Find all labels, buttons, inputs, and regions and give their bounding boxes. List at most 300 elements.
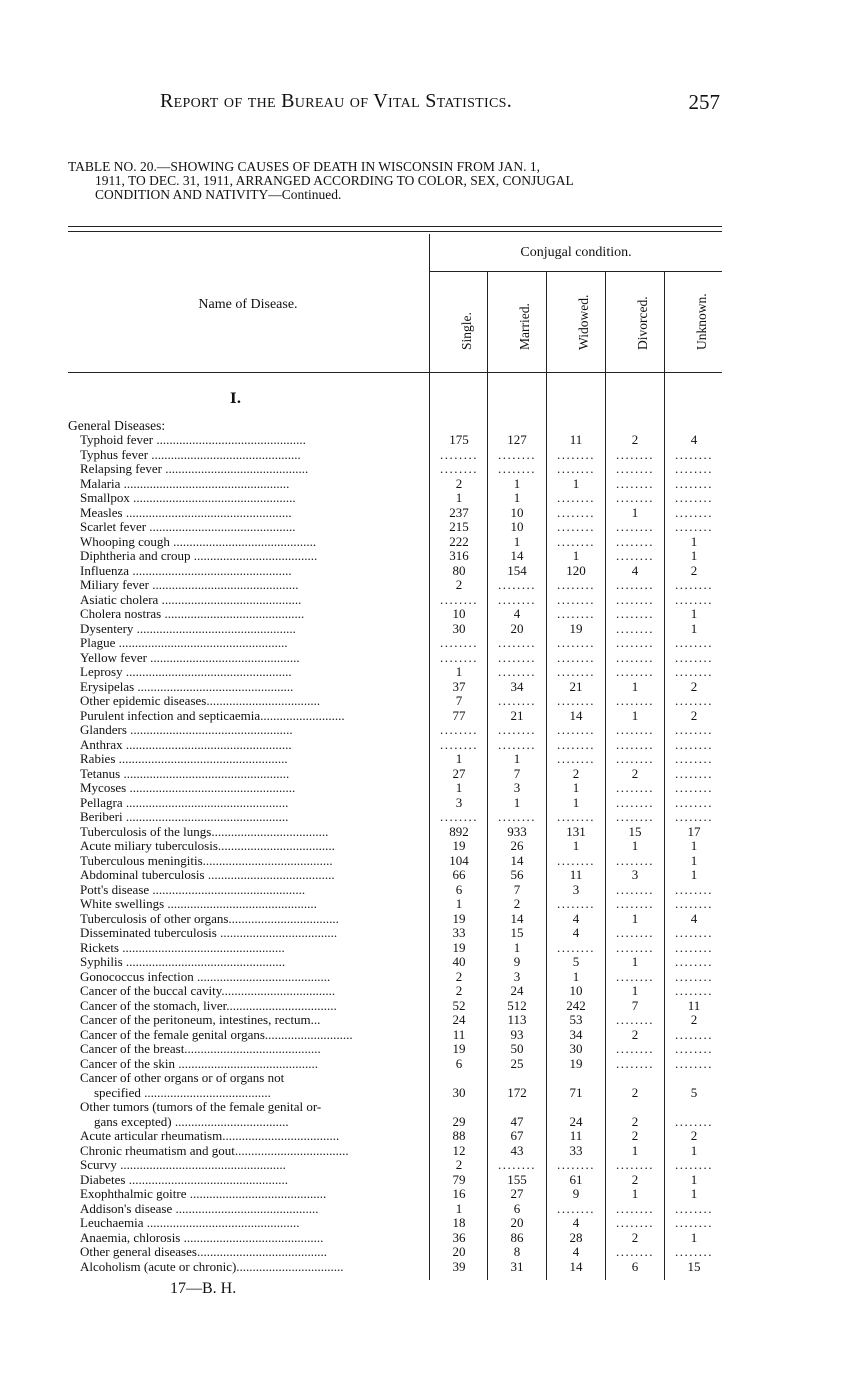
cell-unknown: 1 (690, 606, 698, 621)
disease-name: Leuchaemia ............................................... (80, 1216, 300, 1230)
cell-unknown: ........ (675, 635, 713, 650)
cell-unknown: 1 (690, 838, 698, 853)
caption-line-1: TABLE NO. 20.—SHOWING CAUSES OF DEATH IN WISCONSIN FROM JAN. 1, (68, 159, 540, 174)
group-header-rule (430, 271, 722, 272)
cell-divorced: 1 (631, 707, 639, 723)
cell-divorced: ........ (616, 606, 654, 621)
cell-single: 77 (452, 707, 466, 723)
cell-widowed: 2 (572, 765, 580, 781)
cell-divorced: ........ (616, 533, 654, 549)
cell-unknown: ........ (675, 983, 713, 998)
table-row (0, 607, 867, 622)
cell-divorced: ........ (616, 591, 654, 607)
caption-line-2: 1911, TO DEC. 31, 1911, ARRANGED ACCORDING TO COLOR, SEX, CONJUGAL (95, 173, 574, 188)
table-row (0, 970, 867, 985)
cell-widowed: 3 (572, 881, 580, 897)
cell-widowed: 30 (569, 1041, 583, 1056)
cell-widowed: 4 (572, 925, 580, 940)
page-number: 257 (688, 90, 720, 114)
table-row (0, 520, 867, 535)
table-row (0, 1202, 867, 1217)
disease-name: Cholera nostras ........................................... (80, 607, 305, 621)
cell-widowed: 33 (569, 1142, 583, 1158)
disease-name: Relapsing fever ............................................ (80, 462, 309, 476)
cell-divorced: 2 (631, 432, 639, 447)
disease-name: White swellings .............................................. (80, 897, 317, 911)
cell-divorced: 1 (631, 838, 639, 853)
cell-unknown: 2 (690, 678, 698, 694)
table-row (0, 897, 867, 912)
disease-name: Diphtheria and croup ...................................... (80, 549, 318, 563)
cell-widowed: ........ (557, 504, 595, 520)
cell-married: ........ (498, 1157, 536, 1172)
cell-unknown: ........ (675, 1055, 713, 1071)
cell-divorced: 2 (631, 1026, 639, 1042)
running-title: Report of the Bureau of Vital Statistics. (160, 90, 512, 112)
cell-widowed: ........ (557, 446, 595, 462)
cell-married: 26 (510, 838, 524, 853)
cell-divorced: ........ (616, 722, 654, 737)
cell-single: 37 (452, 678, 466, 694)
cell-single: 30 (452, 1084, 466, 1100)
cell-married: 113 (507, 1012, 527, 1027)
cell-widowed: 4 (572, 1215, 580, 1230)
cell-married: 10 (510, 519, 524, 534)
disease-name: Scarlet fever ............................................. (80, 520, 296, 534)
disease-name: Tuberculosis of other organs.................................. (80, 911, 339, 926)
cell-divorced: ........ (616, 896, 654, 911)
cell-widowed: ........ (557, 664, 595, 679)
cell-divorced: 1 (631, 983, 639, 998)
disease-name: Diabetes ................................................. (80, 1172, 288, 1187)
cell-divorced: ........ (616, 649, 654, 665)
cell-unknown: ........ (675, 780, 713, 795)
disease-name: Other general diseases........................................ (80, 1245, 327, 1259)
cell-widowed: ........ (557, 635, 595, 650)
cell-unknown: 1 (690, 1229, 698, 1245)
cell-unknown: ........ (675, 461, 713, 476)
cell-married: 3 (513, 968, 521, 984)
cell-divorced: ........ (616, 1055, 654, 1071)
disease-name: Plague .................................................... (80, 636, 288, 650)
disease-name: Cancer of the peritoneum, intestines, rectum... (80, 1013, 321, 1027)
cell-divorced: ........ (616, 809, 654, 824)
cell-single: 80 (452, 562, 466, 578)
cell-unknown: ........ (675, 1113, 713, 1129)
table-row (0, 564, 867, 579)
cell-single: 1 (455, 490, 463, 505)
column-header-married: Married. (517, 303, 532, 350)
disease-name: Leprosy ................................................... (80, 665, 292, 679)
disease-name: Gonococcus infection ......................................... (80, 969, 331, 984)
cell-single: 39 (452, 1258, 466, 1274)
cell-unknown: 4 (690, 910, 698, 926)
table-row (0, 506, 867, 521)
table-row (0, 738, 867, 753)
cell-divorced: ........ (616, 1215, 654, 1230)
cell-unknown: ........ (675, 693, 713, 708)
cell-widowed: 10 (569, 983, 583, 998)
disease-name: Rabies .................................................... (80, 752, 288, 766)
cell-single: 20 (452, 1244, 466, 1259)
disease-name (80, 1100, 428, 1129)
cell-married: 933 (507, 823, 527, 839)
cell-widowed: ........ (557, 519, 595, 534)
cell-widowed: 4 (572, 910, 580, 926)
cell-widowed: 71 (569, 1084, 583, 1100)
cell-widowed: ........ (557, 751, 595, 766)
header-bottom-rule (68, 372, 722, 373)
cell-widowed: 14 (569, 707, 583, 723)
cell-single: ........ (440, 635, 478, 650)
disease-name-line-2: specified ....................................... (94, 1084, 271, 1100)
table-row (0, 462, 867, 477)
cell-single: 316 (449, 548, 469, 563)
disease-name: Influenza ................................................. (80, 563, 292, 578)
cell-single: 1 (455, 780, 463, 795)
cell-widowed: 120 (566, 562, 586, 578)
cell-single: 27 (452, 765, 466, 781)
cell-single: 79 (452, 1171, 466, 1187)
cell-unknown: ........ (675, 1215, 713, 1230)
cell-married: 2 (513, 896, 521, 911)
cell-unknown: 4 (690, 432, 698, 447)
table-body (0, 433, 867, 1274)
cell-widowed: 34 (569, 1026, 583, 1042)
cell-divorced: 1 (631, 1142, 639, 1158)
cell-single: 16 (452, 1186, 466, 1201)
disease-name: Tuberculosis of the lungs.................................... (80, 824, 329, 839)
cell-single: 88 (452, 1128, 466, 1143)
cell-unknown: 1 (690, 1171, 698, 1187)
disease-name: Malaria ................................................... (80, 476, 290, 491)
disease-name: Exophthalmic goitre .......................................... (80, 1187, 327, 1201)
cell-divorced: 1 (631, 1186, 639, 1201)
cell-single: 2 (455, 475, 463, 491)
cell-divorced: ........ (616, 925, 654, 940)
cell-single: ........ (440, 809, 478, 824)
cell-married: 1 (513, 939, 521, 955)
cell-widowed: 1 (572, 794, 580, 810)
cell-unknown: 1 (690, 867, 698, 882)
cell-married: 21 (510, 707, 524, 723)
disease-name: Pellagra .................................................. (80, 795, 289, 810)
table-row (0, 1042, 867, 1057)
disease-name: Mycoses ................................................... (80, 781, 296, 795)
cell-divorced: ........ (616, 490, 654, 505)
column-header-widowed: Widowed. (576, 294, 591, 350)
disease-name: Cancer of the buccal cavity................................... (80, 984, 336, 998)
cell-divorced: ........ (616, 794, 654, 810)
cell-divorced: 2 (631, 1229, 639, 1245)
cell-married: ........ (498, 577, 536, 592)
conjugal-group-header: Conjugal condition. (520, 245, 632, 260)
cell-divorced: ........ (616, 548, 654, 563)
cell-divorced: 2 (631, 1171, 639, 1187)
cell-unknown: ........ (675, 736, 713, 752)
disease-name: Cancer of the stomach, liver.................................. (80, 998, 337, 1013)
cell-divorced: ........ (616, 461, 654, 476)
cell-divorced: 2 (631, 1084, 639, 1100)
table-row (0, 810, 867, 825)
table-row (0, 1260, 867, 1275)
table-row (0, 651, 867, 666)
cell-divorced: ........ (616, 1244, 654, 1259)
table-row (0, 1231, 867, 1246)
cell-single: ........ (440, 736, 478, 752)
table-row (0, 796, 867, 811)
cell-married: 127 (507, 432, 527, 447)
table-row (0, 955, 867, 970)
cell-divorced: ........ (616, 620, 654, 636)
disease-name: Pott's disease ............................................... (80, 882, 306, 897)
cell-single: 237 (449, 504, 469, 520)
cell-single: 2 (455, 577, 463, 592)
cell-divorced: 1 (631, 678, 639, 694)
disease-name: Yellow fever .............................................. (80, 650, 300, 665)
cell-single: 11 (452, 1026, 466, 1042)
disease-name: Miliary fever ............................................. (80, 578, 299, 592)
cell-widowed: 242 (566, 997, 586, 1013)
cell-unknown: 11 (687, 997, 701, 1013)
cell-unknown: 2 (690, 707, 698, 723)
cell-married: ........ (498, 461, 536, 476)
cell-divorced: 7 (631, 997, 639, 1013)
table-row (0, 941, 867, 956)
table-row (0, 1173, 867, 1188)
table-row (0, 491, 867, 506)
cell-unknown: 1 (690, 548, 698, 563)
disease-name: Anthrax ................................................... (80, 737, 292, 752)
table-row (0, 709, 867, 724)
cell-widowed: ........ (557, 533, 595, 549)
table-row (0, 854, 867, 869)
table-row (0, 1100, 867, 1129)
disease-name: Tuberculous meningitis........................................ (80, 853, 333, 868)
cell-unknown: 15 (687, 1258, 701, 1274)
cell-divorced: ........ (616, 780, 654, 795)
disease-name: Alcoholism (acute or chronic)................................. (80, 1259, 344, 1274)
disease-name-line-2: gans excepted) ................................... (94, 1113, 289, 1129)
cell-single: 40 (452, 954, 466, 969)
table-row (0, 1013, 867, 1028)
table-row (0, 825, 867, 840)
table-row (0, 448, 867, 463)
footer-signature: 17—B. H. (170, 1280, 237, 1297)
cell-unknown: ........ (675, 577, 713, 592)
cell-unknown: ........ (675, 475, 713, 491)
cell-married: 67 (510, 1128, 524, 1143)
disease-name: Acute articular rheumatism.................................... (80, 1129, 340, 1143)
cell-unknown: ........ (675, 1244, 713, 1259)
table-row (0, 1071, 867, 1100)
cell-married: 93 (510, 1026, 524, 1042)
cell-divorced: ........ (616, 664, 654, 679)
cell-single: 52 (452, 997, 466, 1013)
cell-divorced: ........ (616, 577, 654, 592)
cell-single: 6 (455, 881, 463, 897)
disease-name: Cancer of the female genital organs........................... (80, 1027, 353, 1042)
cell-unknown: ........ (675, 1157, 713, 1172)
cell-divorced: 1 (631, 910, 639, 926)
cell-widowed: ........ (557, 939, 595, 955)
cell-divorced: ........ (616, 446, 654, 462)
cell-married: 43 (510, 1142, 524, 1158)
disease-name: Whooping cough ............................................ (80, 534, 317, 549)
cell-married: ........ (498, 649, 536, 665)
cell-married: ........ (498, 722, 536, 737)
cell-single: ........ (440, 649, 478, 665)
table-row (0, 694, 867, 709)
cell-married: 512 (507, 997, 527, 1013)
cell-married: 3 (513, 780, 521, 795)
cell-unknown: ........ (675, 939, 713, 955)
cell-divorced: 2 (631, 1113, 639, 1129)
disease-name: Tetanus ................................................... (80, 766, 290, 781)
table-row (0, 477, 867, 492)
cell-single: 2 (455, 983, 463, 998)
cell-unknown: ........ (675, 794, 713, 810)
table-row (0, 578, 867, 593)
table-row (0, 1129, 867, 1144)
cell-widowed: ........ (557, 649, 595, 665)
cell-single: 36 (452, 1229, 466, 1245)
cell-unknown: 2 (690, 1012, 698, 1027)
cell-single: 2 (455, 1157, 463, 1172)
cell-divorced: 4 (631, 562, 639, 578)
disease-name: Typhus fever .............................................. (80, 447, 301, 462)
cell-single: 12 (452, 1142, 466, 1158)
cell-single: 3 (455, 794, 463, 810)
cell-single: 222 (449, 533, 469, 549)
table-row (0, 999, 867, 1014)
table-row (0, 767, 867, 782)
table-row (0, 1187, 867, 1202)
cell-unknown: ........ (675, 591, 713, 607)
disease-name: Cancer of the skin ........................................... (80, 1056, 318, 1071)
cell-divorced: 2 (631, 765, 639, 781)
cell-married: 25 (510, 1055, 524, 1071)
table-row (0, 665, 867, 680)
disease-name: Glanders .................................................. (80, 723, 293, 737)
cell-married: 1 (513, 475, 521, 491)
disease-name: Acute miliary tuberculosis.................................... (80, 839, 335, 853)
disease-name: Erysipelas ................................................ (80, 679, 294, 694)
disease-name: Other epidemic diseases................................... (80, 694, 321, 708)
cell-widowed: 11 (569, 432, 583, 447)
column-header-divorced: Divorced. (635, 296, 650, 350)
cell-single: 10 (452, 606, 466, 621)
table-row (0, 912, 867, 927)
cell-widowed: ........ (557, 809, 595, 824)
cell-married: 20 (510, 620, 524, 636)
cell-married: 34 (510, 678, 524, 694)
cell-single: 33 (452, 925, 466, 940)
cell-married: 1 (513, 533, 521, 549)
cell-unknown: ........ (675, 519, 713, 534)
cell-unknown: 1 (690, 1142, 698, 1158)
cell-single: ........ (440, 591, 478, 607)
cell-single: ........ (440, 446, 478, 462)
cell-widowed: 19 (569, 1055, 583, 1071)
cell-married: 20 (510, 1215, 524, 1230)
cell-single: 24 (452, 1012, 466, 1027)
cell-married: 86 (510, 1229, 524, 1245)
cell-married: 14 (510, 548, 524, 563)
cell-divorced: ........ (616, 751, 654, 766)
cell-widowed: 24 (569, 1113, 583, 1129)
disease-name: Abdominal tuberculosis ....................................... (80, 868, 335, 882)
cell-married: 8 (513, 1244, 521, 1259)
cell-single: 18 (452, 1215, 466, 1230)
cell-widowed: ........ (557, 896, 595, 911)
cell-single: 2 (455, 968, 463, 984)
disease-name: Anaemia, chlorosis ........................................... (80, 1230, 324, 1245)
cell-married: 6 (513, 1200, 521, 1216)
cell-single: 175 (449, 432, 469, 447)
cell-single: 66 (452, 867, 466, 882)
table-row (0, 752, 867, 767)
cell-married: ........ (498, 446, 536, 462)
cell-divorced: ........ (616, 693, 654, 708)
cell-widowed: 1 (572, 968, 580, 984)
disease-name: Asiatic cholera ........................................... (80, 592, 302, 607)
cell-married: 7 (513, 765, 521, 781)
table-row (0, 1216, 867, 1231)
cell-widowed: ........ (557, 606, 595, 621)
cell-widowed: 11 (569, 867, 583, 882)
cell-widowed: 53 (569, 1012, 583, 1027)
name-column-header: Name of Disease. (198, 297, 298, 312)
cell-married: 1 (513, 490, 521, 505)
cell-unknown: ........ (675, 722, 713, 737)
table-row (0, 535, 867, 550)
section-numeral: I. (230, 391, 242, 407)
cell-married: ........ (498, 693, 536, 708)
cell-single: 892 (449, 823, 469, 839)
cell-widowed: ........ (557, 1200, 595, 1216)
table-row (0, 926, 867, 941)
cell-single: 29 (452, 1113, 466, 1129)
disease-name: Measles ................................................... (80, 505, 292, 520)
cell-single: 19 (452, 838, 466, 853)
table-row (0, 1057, 867, 1072)
cell-married: 31 (510, 1258, 524, 1274)
cell-married: 10 (510, 504, 524, 520)
cell-widowed: 19 (569, 620, 583, 636)
cell-unknown: ........ (675, 896, 713, 911)
disease-name: Syphilis ................................................. (80, 955, 286, 969)
cell-divorced: 3 (631, 867, 639, 882)
cell-widowed: 1 (572, 780, 580, 795)
cell-single: 6 (455, 1055, 463, 1071)
disease-name: Cancer of the breast.......................................... (80, 1042, 321, 1056)
cell-unknown: ........ (675, 1041, 713, 1056)
disease-name-line-1: Other tumors (tumors of the female genital or- (80, 1100, 322, 1114)
cell-widowed: 21 (569, 678, 583, 694)
table-row (0, 680, 867, 695)
cell-widowed: 1 (572, 838, 580, 853)
table-row (0, 723, 867, 738)
cell-married: 56 (510, 867, 524, 882)
cell-married: 154 (507, 562, 527, 578)
cell-unknown: ........ (675, 968, 713, 984)
cell-widowed: ........ (557, 490, 595, 505)
cell-widowed: 1 (572, 548, 580, 563)
cell-single: 30 (452, 620, 466, 636)
cell-unknown: 1 (690, 533, 698, 549)
cell-widowed: ........ (557, 852, 595, 868)
